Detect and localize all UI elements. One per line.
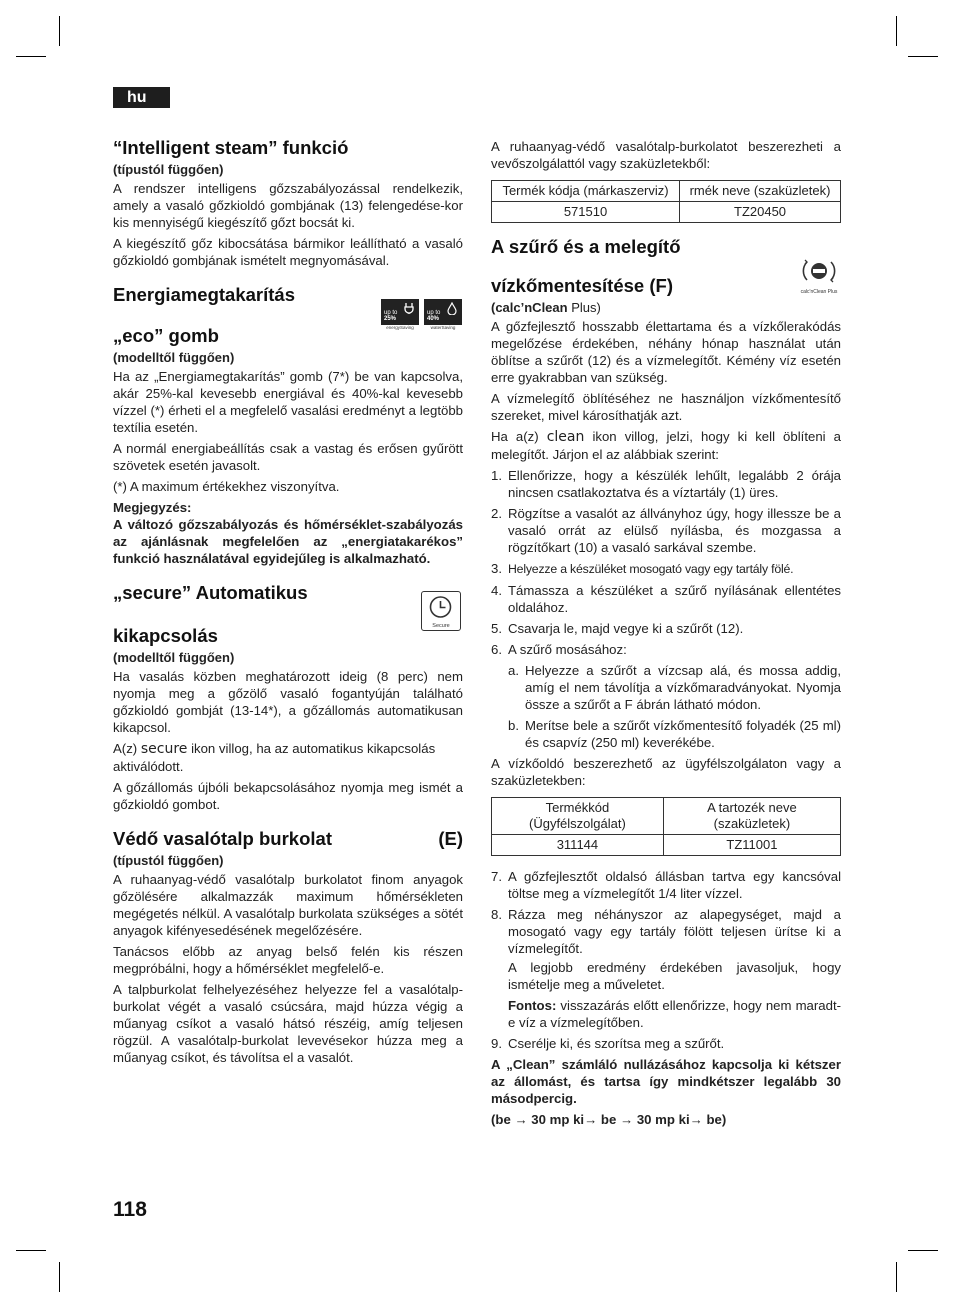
list-item: 7. A gőzfejlesztőt oldalsó állásban tartva egy kancsóval töltse meg a vízmelegítőt 1/4 liter vízzel. — [491, 869, 841, 901]
list-item: 3. Helyezze a készüléket mosogató vagy egy tartály fölé. — [491, 561, 794, 576]
section-title-descale-1: A szűrő és a melegítő — [491, 236, 681, 257]
paragraph: Ha vasalás közben meghatározott ideig (8 perc) nem nyomja meg a gőzölő vasaló fogantyúján található gőzkioldó gombját (13-14*), a gőzállomás automatikusan kikapcsol. — [113, 669, 463, 735]
list-item: 9. Cserélje ki, és szorítsa meg a szűrőt. — [491, 1036, 725, 1051]
paragraph: A(z) secure ikon villog, ha az automatikus kikapcsolás aktiválódott. — [113, 741, 436, 774]
secure-section-header — [113, 581, 463, 647]
crop-mark — [59, 1262, 60, 1292]
section-letter: (E) — [438, 828, 463, 849]
note-text: A változó gőzszabályozás és hőmérséklet-szabályozás az ajánlásnak megfelelően az „energiatakarékos” funkció használatával egyidejűleg is alkalmazható. — [113, 517, 463, 566]
secure-word: secure — [140, 741, 188, 757]
energy-saving-icon: up to 25% energySaving — [381, 299, 419, 333]
paragraph: A gőzállomás újbóli bekapcsolásához nyomja meg ismét a gőzkioldó gombot. — [113, 780, 463, 812]
table-cell: 311144 — [492, 835, 664, 856]
descale-section-header — [491, 235, 841, 297]
crop-mark — [908, 1250, 938, 1251]
section-title-descale-2: vízkőmentesítése (F) — [491, 275, 673, 296]
important-note: Fontos: visszazárás előtt ellenőrizze, hogy nem maradt-e víz a vízmelegítőben. — [508, 998, 841, 1030]
clean-sequence: (be → 30 mp ki→ be → 30 mp ki→ be) — [491, 1112, 727, 1127]
section-title-secure: „secure” Automatikus — [113, 582, 308, 603]
crop-mark — [16, 1250, 46, 1251]
table-header: A tartozék neve (szaküzletek) — [663, 798, 840, 835]
clean-word: clean — [546, 429, 585, 445]
note-label: Megjegyzés: — [113, 500, 192, 515]
paragraph: Tanácsos előbb az anyag belső felén kis részen megpróbálni, hogy a hőmérséklet megfelelő-e. — [113, 944, 463, 976]
paragraph: A kiegészítő gőz kibocsátása bármikor leállítható a vasaló gőzkioldó gombjának ismételt megnyomásával. — [113, 236, 463, 268]
paragraph: A normál energiabeállítás csak a vastag és erősen gyűrött szövetek esetén javasolt. — [113, 441, 463, 473]
eco-section-header — [113, 283, 463, 347]
left-column — [113, 136, 463, 1070]
crop-mark — [59, 16, 60, 46]
paragraph: A ruhaanyag-védő vasalótalp-burkolatot beszerezheti a vevőszolgálattól vagy szaküzletekből: — [491, 139, 841, 171]
paragraph: A ruhaanyag-védő vasalótalp burkolatot finom anyagok gőzölésére alkalmazzák maximum hőmérsékleten megégetés nélkül. A vasalótalp burkolata szükséges a sötét anyagok kifényesedésének megelőzésére. — [113, 872, 463, 938]
section-title-soleplate-cover: Védő vasalótalp burkolat — [113, 828, 332, 849]
section-subtitle: (modelltől függően) — [113, 650, 235, 665]
soleplate-section-header — [113, 827, 463, 850]
crop-mark — [16, 56, 46, 57]
crop-mark — [896, 1262, 897, 1292]
table-cell: TZ11001 — [663, 835, 840, 856]
section-title-auto-off: kikapcsolás — [113, 625, 218, 646]
list-item: 2. Rögzítse a vasalót az állványhoz úgy, hogy illessze be a vasaló orrát az elülső nyílásba, és mozgassa a rögzítőkart (10) a vasaló sarkával szembe. — [491, 506, 841, 555]
calc-n-clean-icon: calc'nClean Plus — [799, 257, 839, 295]
table-cell: 571510 — [492, 202, 680, 223]
water-saving-icon: up to 40% waterSaving — [424, 299, 462, 333]
list-item: 5. Csavarja le, majd vegye ki a szűrőt (12). — [491, 621, 744, 636]
table-header: Termékkód (Ügyfélszolgálat) — [492, 798, 664, 835]
secure-icon: Secure — [421, 591, 461, 631]
list-item: a. Helyezze a szűrőt a vízcsap alá, és mossa addig, amíg el nem távolítja a vízkőmaradványokat. Nyomja össze a szűrőt a F ábrán látható módon. — [508, 663, 841, 712]
right-column — [491, 138, 841, 1132]
language-tag: hu — [113, 87, 170, 108]
list-item: 8. Rázza meg néhányszor az alapegységet, majd a mosogató vagy egy tartály fölött teljesen ürítse ki a vízmelegítőt. — [491, 907, 841, 956]
table-cell: TZ20450 — [680, 202, 841, 223]
table-header: rmék neve (szaküzletek) — [680, 181, 841, 202]
filter-wash-substeps — [491, 662, 841, 751]
section-title-eco-button: „eco” gomb — [113, 325, 219, 346]
clean-counter-note: A „Clean” számláló nullázásához kapcsolja ki kétszer az állomást, és tartsa így mindkétszer legalább 30 másodpercig. — [491, 1057, 841, 1106]
accessory-table-2 — [491, 797, 841, 856]
eco-icons — [381, 299, 462, 333]
accessory-table-1 — [491, 180, 841, 223]
list-item: 6. A szűrő mosásához: — [491, 642, 627, 657]
paragraph: (*) A maximum értékekhez viszonyítva. — [113, 479, 340, 494]
paragraph: A vízkőoldó beszerezhető az ügyfélszolgálaton vagy a szaküzletekben: — [491, 756, 841, 788]
paragraph: Ha az „Energiamegtakarítás” gomb (7*) be van kapcsolva, akár 25%-kal kevesebb energiával és 40%-kal kevesebb vízzel (*) érheti el a megfelelő vasalási eredményt a legtöbb textília esetén. — [113, 369, 463, 435]
paragraph: A talpburkolat felhelyezéséhez helyezze fel a vasalótalp-burkolat végét a vasaló csúcsára, majd húzza végig a műanyag csíkot a vasaló hátsó részéig, amíg teljesen rögzül. A vasalótalp-burkolat levevésekor húzza meg a műanyag csíkot, és távolítsa el a vasalót. — [113, 982, 463, 1065]
paragraph: A gőzfejlesztő hosszabb élettartama és a vízkőlerakódás megelőzése érdekében, néhány hónap használat után öblítse a szűrőt (12) és a vízmelegítőt. Kémény víz esetén erre gyakrabban van szükség. — [491, 319, 841, 385]
section-subtitle: (modelltől függően) — [113, 350, 235, 365]
descale-steps — [491, 467, 841, 658]
section-title-intelligent-steam: “Intelligent steam” funkció — [113, 137, 349, 158]
section-subtitle: (típustól függően) — [113, 162, 224, 177]
section-title-energy-saving: Energiamegtakarítás — [113, 284, 296, 305]
descale-steps-continued — [491, 868, 841, 957]
crop-mark — [896, 16, 897, 46]
page-number: 118 — [113, 1198, 147, 1221]
crop-mark — [908, 56, 938, 57]
paragraph: A legjobb eredmény érdekében javasoljuk, hogy ismételje meg a műveletet. — [508, 960, 841, 992]
list-item: 1. Ellenőrizze, hogy a készülék lehűlt, legalább 2 órája nincsen csatlakoztatva és a víztartály (1) üres. — [491, 468, 841, 500]
descale-step-final — [491, 1035, 841, 1052]
section-subtitle: (típustól függően) — [113, 853, 224, 868]
list-item: b. Merítse bele a szűrőt vízkőmentesítő folyadék (25 ml) és csapvíz (250 ml) keverékébe. — [508, 718, 841, 750]
paragraph: A vízmelegítő öblítéséhez ne használjon vízkőmentesítő szereket, mivel károsíthatják azt. — [491, 391, 841, 423]
table-header: Termék kódja (márkaszerviz) — [492, 181, 680, 202]
paragraph: Ha a(z) clean ikon villog, jelzi, hogy ki kell öblíteni a melegítőt. Járjon el az alábbiak szerint: — [491, 429, 841, 462]
paragraph: A rendszer intelligens gőzszabályozással rendelkezik, amely a vasaló gőzkioldó gombjának (13) felengedése-kor kis mennyiségű kiegészítő gőzt bocsát ki. — [113, 181, 463, 230]
section-subtitle: (calc’nClean Plus) — [491, 300, 601, 315]
list-item: 4. Támassza a készüléket a szűrő nyílásának ellentétes oldalához. — [491, 583, 841, 615]
